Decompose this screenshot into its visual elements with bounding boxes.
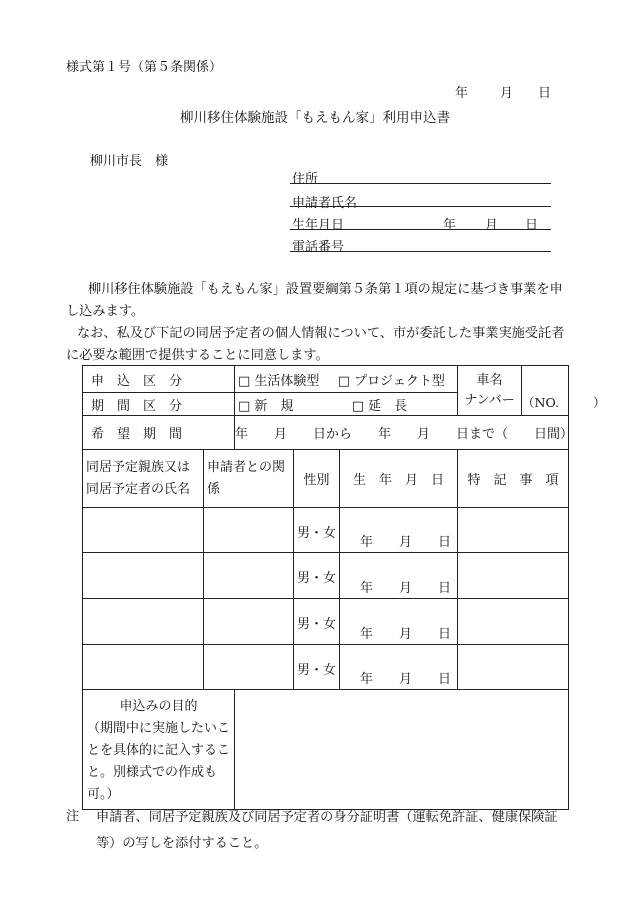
checkbox-life-experience[interactable]: □ 生活体験型 bbox=[238, 373, 320, 389]
apply-type-label-cell bbox=[83, 366, 235, 393]
row-birth-cell[interactable] bbox=[340, 553, 458, 599]
phone-label: 電話番号 bbox=[292, 240, 345, 255]
col-relation-header bbox=[204, 450, 294, 508]
body-paragraph-2: なお、私及び下記の同居予定者の個人情報について、市が委託した事業実施受託者に必要な範囲で提供することに同意します。 bbox=[66, 326, 565, 363]
applicant-name-label: 申請者氏名 bbox=[292, 196, 358, 211]
col-birth-header bbox=[340, 450, 458, 508]
row-birth: 年 月 日 bbox=[360, 535, 452, 550]
row-sex: 男・女 bbox=[297, 526, 337, 541]
col-sex-label: 性別 bbox=[303, 473, 330, 488]
row-birth-cell[interactable] bbox=[340, 508, 458, 553]
row-birth: 年 月 日 bbox=[360, 627, 452, 642]
row-notes-cell[interactable] bbox=[458, 508, 569, 553]
col-name-label: 同居予定親族又は同居予定者の氏名 bbox=[86, 459, 191, 497]
birth-month: 月 bbox=[485, 218, 499, 233]
page-title: 柳川移住体験施設「もえもん家」利用申込書 bbox=[180, 110, 450, 126]
purpose-title: 申込みの目的 bbox=[119, 699, 198, 714]
row-name-cell[interactable] bbox=[83, 599, 204, 645]
col-notes-label: 特 記 事 項 bbox=[467, 473, 559, 488]
row-birth-cell[interactable] bbox=[340, 599, 458, 645]
table-row bbox=[83, 645, 569, 690]
row-relation-cell[interactable] bbox=[204, 645, 294, 690]
desired-period-label: 希 望 期 間 bbox=[91, 427, 183, 442]
desired-period-label-cell bbox=[83, 416, 235, 450]
body-paragraph-1: 柳川移住体験施設「もえもん家」設置要綱第５条第１項の規定に基づき事業を申し込みます。 bbox=[66, 282, 563, 319]
col-birth-label: 生 年 月 日 bbox=[353, 473, 445, 488]
car-number-cell[interactable] bbox=[522, 366, 606, 416]
row-sex: 男・女 bbox=[297, 571, 337, 586]
desired-period-value: 年 月 日から 年 月 日まで（ 日間） bbox=[235, 427, 574, 442]
col-relation-label: 申請者との関係 bbox=[207, 459, 286, 497]
note-label: 注 bbox=[66, 809, 80, 824]
row-sex-cell[interactable] bbox=[294, 508, 340, 553]
table-row bbox=[83, 553, 569, 599]
row-name-cell[interactable] bbox=[83, 553, 204, 599]
birthdate-label: 生年月日 bbox=[292, 218, 345, 233]
date-month: 月 bbox=[500, 86, 514, 101]
address-line[interactable] bbox=[290, 183, 551, 184]
period-type-label: 期 間 区 分 bbox=[91, 398, 183, 414]
purpose-note: （期間中に実施したいことを具体的に記入すること。別様式での作成も可。） bbox=[87, 721, 231, 802]
table-row bbox=[83, 599, 569, 645]
car-number-label: ナンバー bbox=[464, 392, 515, 408]
car-no-open: （NO. bbox=[522, 395, 559, 410]
col-notes-header bbox=[458, 450, 569, 508]
birthdate-line[interactable] bbox=[290, 229, 551, 230]
car-label-cell bbox=[458, 366, 522, 416]
row-notes-cell[interactable] bbox=[458, 553, 569, 599]
car-no-close: ） bbox=[592, 395, 606, 410]
row-sex: 男・女 bbox=[297, 617, 337, 632]
row-sex-cell[interactable] bbox=[294, 599, 340, 645]
apply-type-options-cell bbox=[235, 366, 458, 393]
purpose-input-cell[interactable] bbox=[235, 690, 569, 810]
checkbox-project[interactable]: □ プロジェクト型 bbox=[337, 373, 445, 389]
apply-type-label: 申 込 区 分 bbox=[91, 373, 183, 389]
birth-day: 日 bbox=[525, 218, 539, 233]
period-type-label-cell bbox=[83, 393, 235, 416]
note-text: 申請者、同居予定親族及び同居予定者の身分証明書（運転免許証、健康保険証等）の写しを添付すること。 bbox=[96, 810, 558, 851]
col-name-header bbox=[83, 450, 204, 508]
date-year: 年 bbox=[455, 86, 469, 101]
address-label: 住所 bbox=[292, 172, 319, 187]
row-relation-cell[interactable] bbox=[204, 599, 294, 645]
col-sex-header bbox=[294, 450, 340, 508]
application-table bbox=[82, 365, 606, 810]
purpose-label-cell bbox=[83, 690, 235, 810]
row-relation-cell[interactable] bbox=[204, 508, 294, 553]
period-type-options-cell bbox=[235, 393, 458, 416]
date-day: 日 bbox=[538, 86, 552, 101]
row-sex: 男・女 bbox=[297, 663, 337, 678]
birth-year: 年 bbox=[443, 218, 457, 233]
row-birth: 年 月 日 bbox=[360, 581, 452, 596]
checkbox-new[interactable]: □ 新 規 bbox=[238, 398, 294, 414]
form-number: 様式第１号（第５条関係） bbox=[66, 60, 223, 75]
row-birth: 年 月 日 bbox=[360, 672, 452, 687]
table-row bbox=[83, 508, 569, 553]
car-name-label: 車名 bbox=[476, 372, 503, 388]
applicant-name-line[interactable] bbox=[290, 206, 551, 207]
desired-period-cell[interactable] bbox=[235, 416, 574, 450]
row-notes-cell[interactable] bbox=[458, 645, 569, 690]
row-name-cell[interactable] bbox=[83, 508, 204, 553]
row-birth-cell[interactable] bbox=[340, 645, 458, 690]
row-sex-cell[interactable] bbox=[294, 645, 340, 690]
checkbox-extend[interactable]: □ 延 長 bbox=[351, 398, 408, 414]
addressee: 柳川市長 様 bbox=[90, 154, 169, 169]
row-sex-cell[interactable] bbox=[294, 553, 340, 599]
row-name-cell[interactable] bbox=[83, 645, 204, 690]
phone-line[interactable] bbox=[290, 251, 551, 252]
row-relation-cell[interactable] bbox=[204, 553, 294, 599]
row-notes-cell[interactable] bbox=[458, 599, 569, 645]
